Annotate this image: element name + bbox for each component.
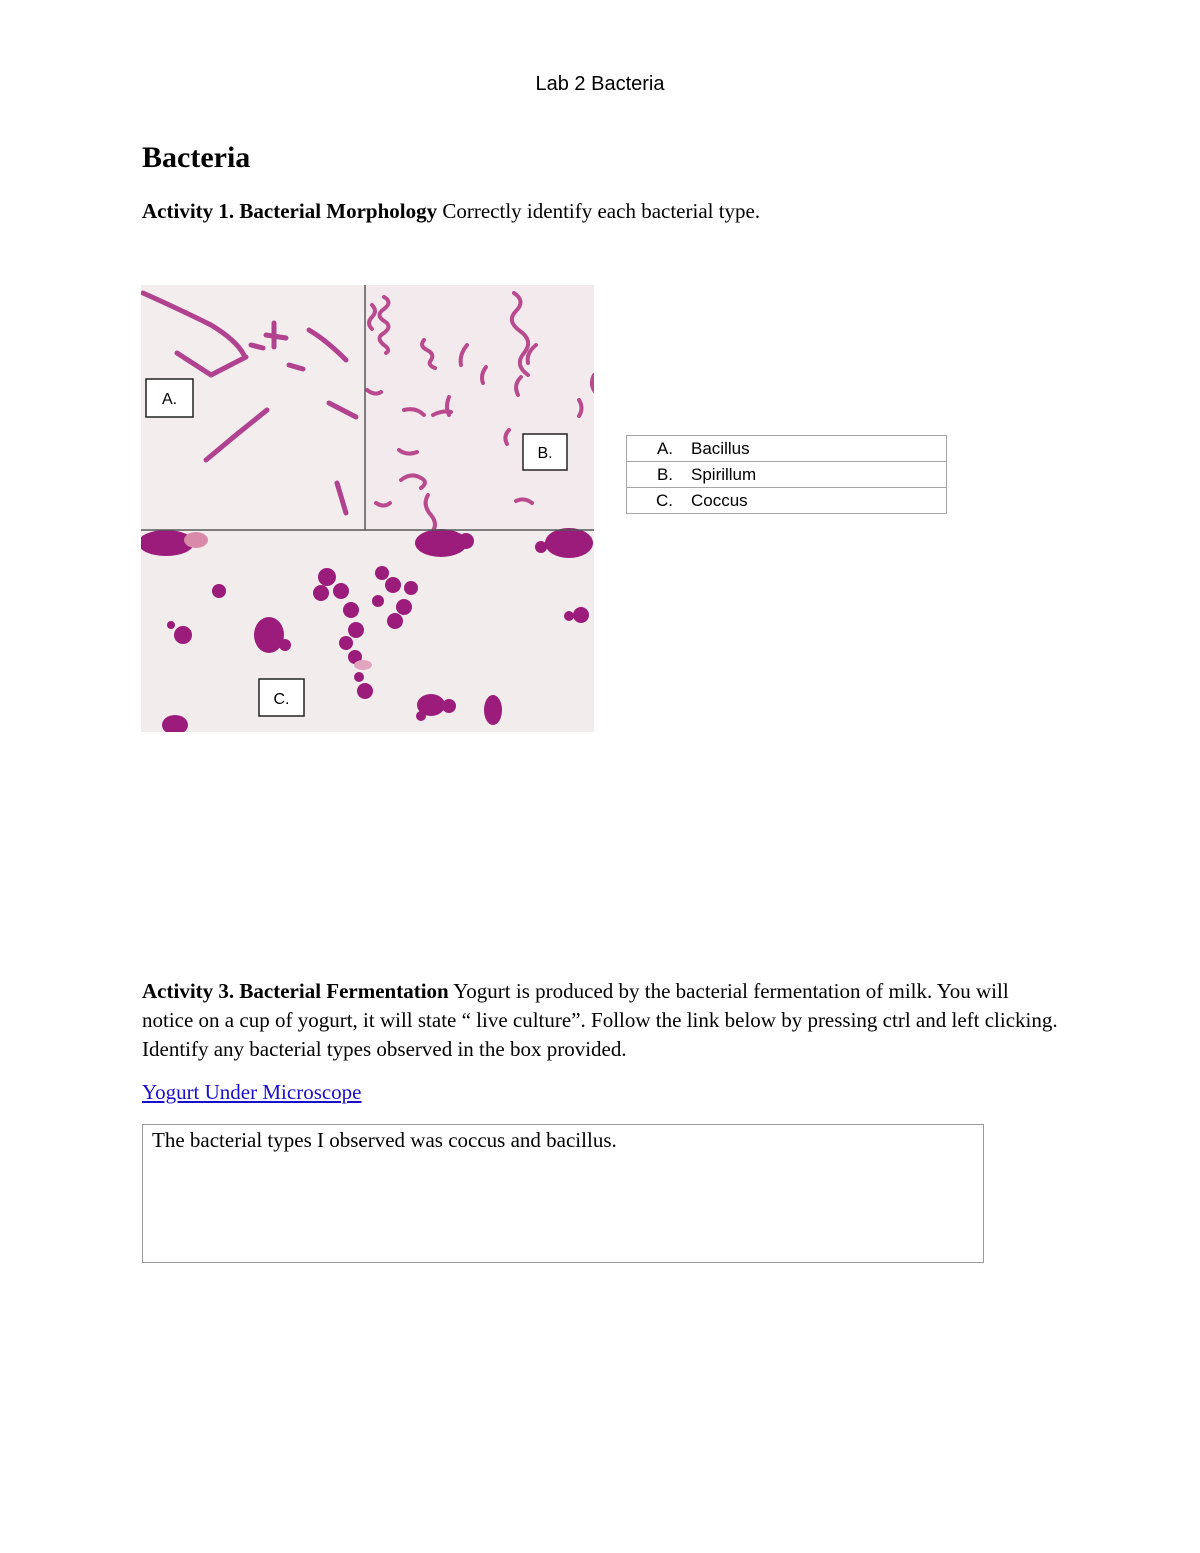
table-row bbox=[627, 462, 947, 488]
answer-letter: B. bbox=[656, 464, 673, 484]
table-row bbox=[627, 488, 947, 514]
answer-key-table bbox=[626, 435, 947, 514]
activity1-text: Correctly identify each bacterial type. bbox=[442, 199, 761, 223]
answer-textbox[interactable] bbox=[142, 1124, 984, 1263]
activity3-text: Yogurt is produced by the bacterial fermentation of milk. You will notice on a cup of yogurt, it will state “ live culture”. Follow the link below by pressing ctrl and left clicking. Identify any bacterial types observed in the box provided. bbox=[142, 979, 1058, 1061]
svg-text:C.: C. bbox=[273, 691, 290, 708]
activity3-paragraph bbox=[142, 977, 1062, 1064]
table-row bbox=[627, 436, 947, 462]
page-title: Bacteria bbox=[142, 141, 251, 174]
bacteria-micrograph-figure bbox=[141, 285, 594, 732]
panel-label-b bbox=[523, 434, 567, 470]
answer-letter: A. bbox=[656, 438, 673, 458]
answer-text: Coccus bbox=[691, 490, 748, 510]
activity1-title: Activity 1. Bacterial Morphology bbox=[142, 199, 438, 223]
answer-textbox-text: The bacterial types I observed was coccus and bacillus. bbox=[152, 1128, 617, 1152]
answer-text: Spirillum bbox=[691, 464, 757, 484]
answer-letter: C. bbox=[656, 490, 673, 510]
activity3-title: Activity 3. Bacterial Fermentation bbox=[142, 979, 449, 1003]
yogurt-microscope-link[interactable]: Yogurt Under Microscope bbox=[142, 1080, 362, 1104]
activity1-paragraph bbox=[142, 197, 1102, 226]
svg-text:A.: A. bbox=[161, 391, 178, 408]
page-header: Lab 2 Bacteria bbox=[535, 73, 665, 95]
panel-label-a bbox=[146, 379, 193, 417]
svg-text:B.: B. bbox=[537, 445, 553, 462]
panel-label-c bbox=[259, 679, 304, 716]
answer-text: Bacillus bbox=[691, 438, 750, 458]
